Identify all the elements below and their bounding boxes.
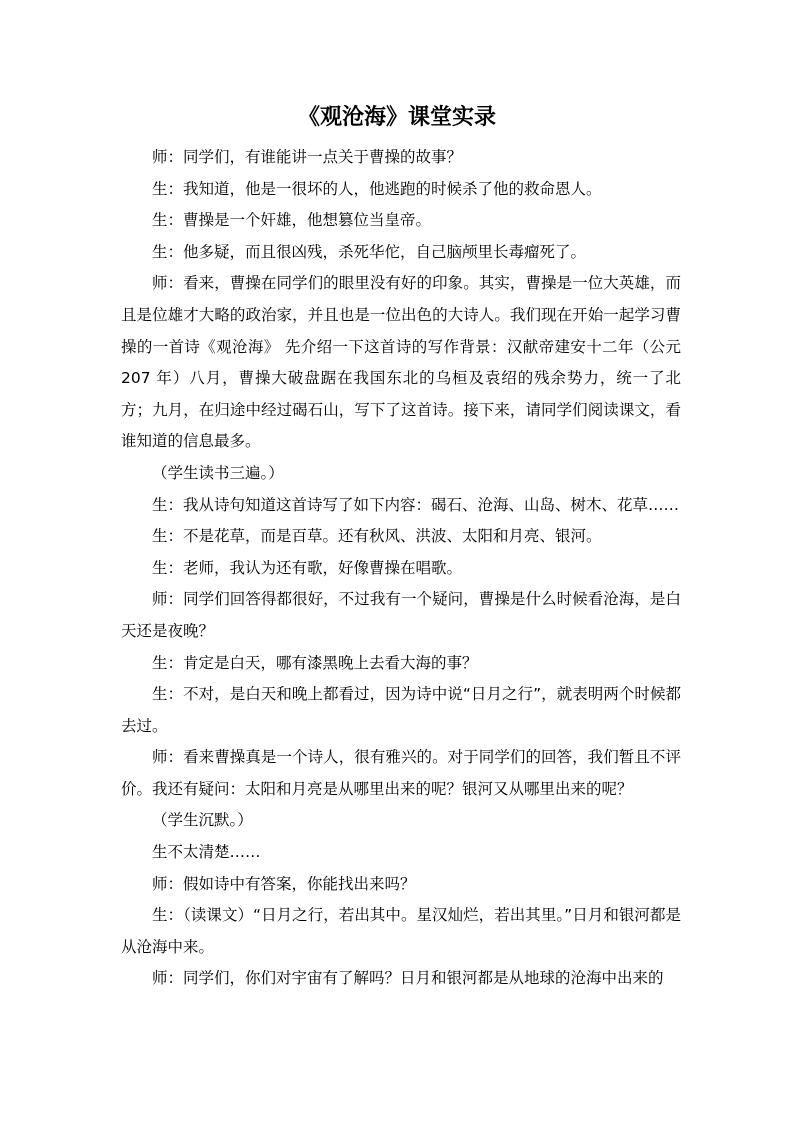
paragraph: 师：同学们，你们对宇宙有了解吗？日月和银河都是从地球的沧海中出来的 [152, 969, 664, 988]
paragraph: 生：不是花草，而是百草。还有秋风、洪波、太阳和月亮、银河。 [152, 527, 602, 546]
paragraph: 生：他多疑，而且很凶残，杀死华佗，自己脑颅里长毒瘤死了。 [152, 242, 587, 261]
paragraph: 生：不对，是白天和晚上都看过，因为诗中说“日月之行”，就表明两个时候都去过。 [121, 685, 681, 735]
paragraph: 生：我知道，他是一很坏的人，他逃跑的时候杀了他的救命恩人。 [152, 179, 602, 198]
paragraph: （学生读书三遍。） [152, 463, 284, 482]
paragraph: 师：同学们回答得都很好，不过我有一个疑问，曹操是什么时候看沧海，是白天还是夜晚？ [121, 590, 681, 640]
paragraph: 师：同学们，有谁能讲一点关于曹操的故事？ [152, 148, 463, 166]
paragraph: 生：（读课文）“日月之行，若出其中。星汉灿烂，若出其里。”日月和银河都是从沧海中来。 [121, 906, 681, 956]
paragraph: 师：看来曹操真是一个诗人，很有雅兴的。对于同学们的回答，我们暂且不评价。我还有疑问：太阳和月亮是从哪里出来的呢？银河又从哪里出来的呢？ [121, 748, 681, 798]
paragraph: 生：老师，我认为还有歌，好像曹操在唱歌。 [152, 558, 463, 577]
paragraph: 师：看来，曹操在同学们的眼里没有好的印象。其实，曹操是一位大英雄，而且是位雄才大略的政治家，并且也是一位出色的大诗人。我们现在开始一起学习曹操的一首诗《观沧海》 先介绍一下这首诗的写作背景：汉献帝建安十二年（公元 207 年）八月，曹操大破盘踞在我国东北的乌桓及袁绍的残余势力，统一了北方；九月，在归途中经过碣石山，写下了这首诗。接下来，请同学们阅读课文，看谁知道的信息最多。 [121, 274, 681, 451]
paragraph: 生：我从诗句知道这首诗写了如下内容：碣石、沧海、山岛、树木、花草…… [152, 495, 680, 514]
document-body [121, 142, 681, 995]
paragraph: 生：肯定是白天，哪有漆黑晚上去看大海的事？ [152, 653, 478, 672]
paragraph: 生：曹操是一个奸雄，他想篡位当皇帝。 [152, 211, 432, 230]
document-title: 《观沧海》课堂实录 [297, 104, 496, 130]
paragraph: 师：假如诗中有答案，你能找出来吗？ [152, 874, 416, 893]
paragraph: 生不太清楚…… [152, 843, 261, 862]
paragraph: （学生沉默。） [152, 811, 253, 830]
